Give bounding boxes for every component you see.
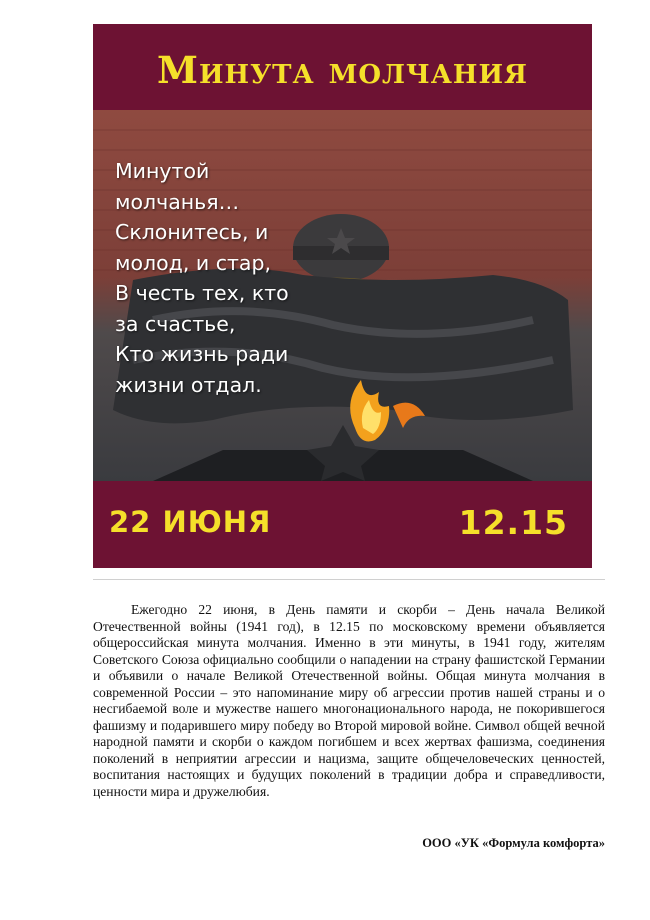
poster-date: 22 ИЮНЯ xyxy=(109,505,272,539)
poem-line: В честь тех, кто xyxy=(115,281,289,305)
poem-line: молчанья… xyxy=(115,189,240,214)
poster-title-banner xyxy=(93,24,592,110)
poster-date-banner xyxy=(93,481,592,568)
poem-text xyxy=(115,156,355,400)
section-divider xyxy=(93,579,605,580)
memorial-poster xyxy=(93,24,592,568)
article-paragraph: Ежегодно 22 июня, в День памяти и скорби – День начала Великой Отечественной войны (1941 год), в 12.15 по московскому времени объявляется общероссийская минута молчания. Именно в эти минуты, в 1941 году, жителям Советского Союза официально сообщили о нападении на страну фашистской Германии и объявили о начале Великой Отечественной войны. Общая минута молчания в современной России – это напоминание миру об агрессии против нашей страны и о несгибаемой воле и мужестве нашего многонационального народа, не покорившегося фашизму и подарившего миру победу во Второй мировой войне. Символ общей вечной народной памяти и скорби о каждом погибшем и всех жертвах фашизма, соединения поколений в неприятии агрессии и нацизма, защите общечеловеческих ценностей, воспитания настоящих и будущих поколений в традиции добра и справедливости, ценности мира и дружелюбия. xyxy=(93,602,605,799)
poem-line: Склонитесь, и xyxy=(115,220,269,244)
poster-time: 12.15 xyxy=(458,503,568,542)
poster-title: Минута молчания xyxy=(157,48,528,92)
poem-line: за счастье, xyxy=(115,311,236,336)
poem-line: Кто жизнь ради xyxy=(115,342,289,366)
company-signature: ООО «УК «Формула комфорта» xyxy=(422,836,605,850)
poem-line: Минутой xyxy=(115,159,210,183)
poem-line: молод, и стар, xyxy=(115,250,272,275)
poem-line: жизни отдал. xyxy=(115,372,262,397)
eternal-flame-photo xyxy=(93,110,592,481)
